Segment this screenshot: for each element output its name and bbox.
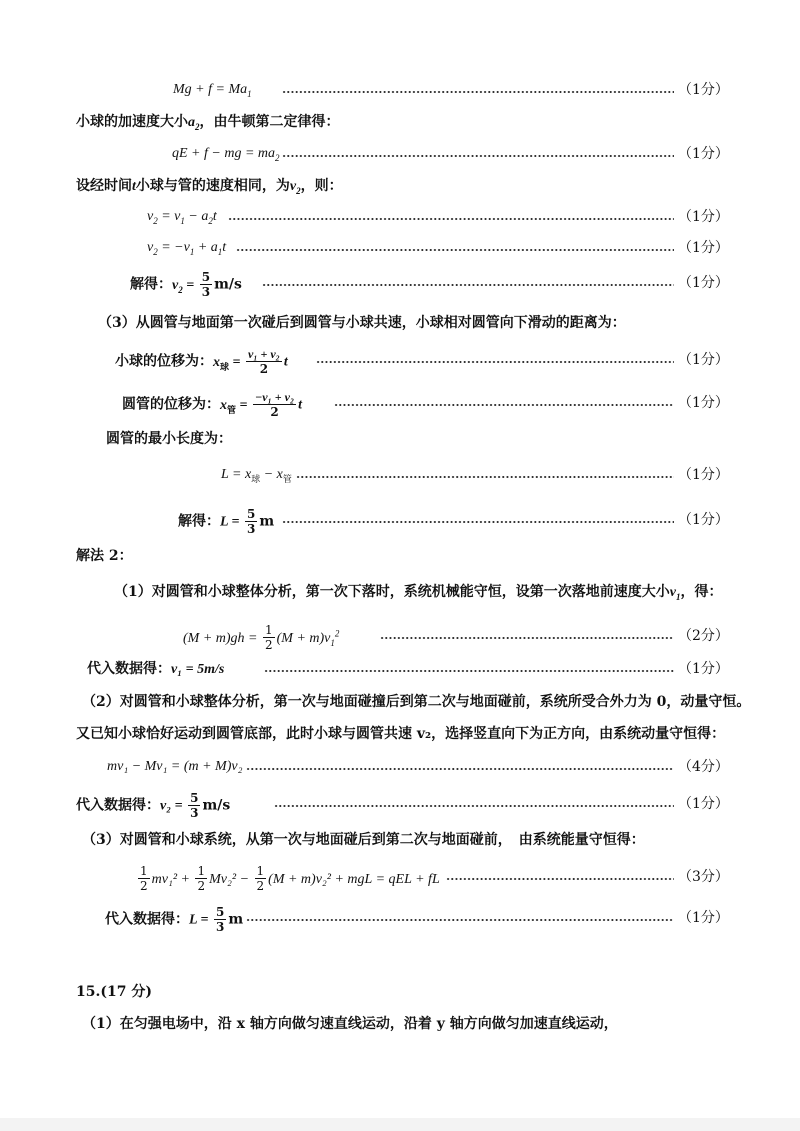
ball-displacement-row: 小球的位移为：$x_球$ = $\frac{\text{v₁ + v₂}}{2}$ t — [115, 347, 288, 376]
fraction-five-thirds: $\frac{5}{3}$ — [247, 507, 256, 536]
leader-dots — [246, 906, 674, 930]
eq-min-length-row — [221, 463, 292, 487]
fraction-half: $\frac{1}{2}$ — [256, 864, 265, 893]
eq-min-length: $L = x_球 - x_管$ — [221, 467, 292, 484]
score-1pt: （1分） — [678, 82, 729, 98]
eq-energy-conservation-row: $\frac{1}{2}$ mv₁² + $\frac{1}{2}$ Mv₂² − $\frac{1}{2}$ (M + m)v₂² + mgL = qEL + fL — [140, 864, 440, 893]
eq-energy-row: (M + m)gh = $\frac{1}{2}$ $(M + m)v_1^2$ — [183, 623, 340, 652]
leader-dots — [264, 657, 674, 681]
fraction-five-thirds: $\frac{5}{3}$ — [201, 270, 211, 299]
score-3pt: （3分） — [678, 869, 729, 885]
eq-v2-a: $v_2 = v_1 - a_2t$ — [147, 209, 217, 226]
fraction-five-thirds: $\frac{5}{3}$ — [190, 791, 199, 820]
eq-momentum: mv₁ − Mv₁ = (m + M)v₂ — [107, 759, 243, 774]
v1-value-row: 代入数据得：v₁ = 5m/s — [87, 661, 225, 677]
solution-L-row: 解得：L = $\frac{5}{3}$ m — [178, 507, 275, 536]
score-1pt: （1分） — [678, 395, 729, 411]
eq-v2-b-row — [147, 236, 226, 260]
part3-intro: （3）从圆管与地面第一次碰后到圆管与小球共速，小球相对圆管向下滑动的距离为： — [98, 315, 626, 331]
leader-dots — [262, 271, 674, 295]
leader-dots — [246, 755, 674, 779]
eq-ball-accel-row — [172, 142, 280, 166]
leader-dots — [334, 391, 674, 415]
eq-energy: (M + m)gh = — [183, 631, 261, 646]
eq-pipe-accel: $Mg + f = Ma_1$ — [173, 82, 252, 99]
ball-accel-intro: 小球的加速度大小$a_2$，由牛顿第二定律得： — [76, 114, 340, 132]
score-1pt: （1分） — [678, 209, 729, 225]
score-1pt: （1分） — [678, 796, 729, 812]
score-1pt: （1分） — [678, 512, 729, 528]
L-value-row: 代入数据得：L = $\frac{5}{3}$ m — [105, 905, 244, 934]
method2-heading: 解法 2： — [76, 548, 133, 564]
score-1pt: （1分） — [678, 910, 729, 926]
leader-dots — [274, 792, 674, 816]
leader-dots — [236, 236, 674, 260]
solution-v2-row: 解得：$v_2$ = $\frac{5}{3}$ m/s — [130, 270, 242, 299]
eq-pipe-accel-row — [173, 78, 252, 102]
score-1pt: （1分） — [678, 352, 729, 368]
q15-heading: 15.(17 分) — [76, 984, 152, 1000]
fraction-half: $\frac{1}{2}$ — [197, 864, 206, 893]
score-4pt: （4分） — [678, 759, 729, 775]
score-1pt: （1分） — [678, 661, 729, 677]
leader-dots — [282, 78, 674, 102]
fraction-half: $\frac{1}{2}$ — [140, 864, 148, 893]
time-intro: 设经时间t小球与管的速度相同，为$v_2$，则： — [76, 178, 343, 196]
page-bottom-band — [0, 1118, 800, 1131]
fraction-five-thirds: $\frac{5}{3}$ — [216, 905, 225, 934]
min-length-label: 圆管的最小长度为： — [106, 431, 232, 447]
score-1pt: （1分） — [678, 275, 729, 291]
eq-ball-accel: qE + f − mg = $ma_2$ — [172, 146, 280, 163]
leader-dots — [446, 865, 674, 889]
eq-momentum-row — [107, 755, 242, 779]
score-2pt: （2分） — [678, 628, 729, 644]
pipe-displacement-row: 圆管的位移为：$x_管$ = $\frac{\text{−v₁ + v₂}}{2}$ t — [122, 390, 303, 419]
leader-dots — [296, 463, 674, 487]
leader-dots — [380, 624, 674, 648]
eq-v2-b: $v_2 = -v_1 + a_1t$ — [147, 240, 227, 257]
v2-value-row: 代入数据得：v₂ = $\frac{5}{3}$ m/s — [76, 791, 231, 820]
m2-part3-intro: （3）对圆管和小球系统，从第一次与地面碰后到第二次与地面碰前， 由系统能量守恒得： — [82, 832, 645, 848]
fraction-ball-disp: $\frac{\text{v₁ + v₂}}{2}$ — [248, 347, 280, 376]
leader-dots — [282, 142, 674, 166]
eq-v2-a-row — [147, 205, 217, 229]
fraction-half: $\frac{1}{2}$ — [265, 623, 273, 652]
q15-part1: （1）在匀强电场中，沿 x 轴方向做匀速直线运动，沿着 y 轴方向做匀加速直线运动， — [82, 1016, 618, 1032]
fraction-pipe-disp: $\frac{\text{−v₁ + v₂}}{2}$ — [255, 390, 295, 419]
score-1pt: （1分） — [678, 146, 729, 162]
leader-dots — [316, 348, 674, 372]
score-1pt: （1分） — [678, 467, 729, 483]
leader-dots — [282, 508, 674, 532]
m2-part2-line1: （2）对圆管和小球整体分析，第一次与地面碰撞后到第二次与地面碰前，系统所受合外力为 0，动量守恒。 — [82, 694, 751, 710]
leader-dots — [228, 205, 674, 229]
score-1pt: （1分） — [678, 240, 729, 256]
m2-part2-line2: 又已知小球恰好运动到圆管底部，此时小球与圆管共速 v₂，选择竖直向下为正方向，由系统动量守恒得： — [76, 726, 726, 742]
m2-part1-intro: （1）对圆管和小球整体分析，第一次下落时，系统机械能守恒，设第一次落地前速度大小$v_1$，得： — [114, 584, 723, 602]
